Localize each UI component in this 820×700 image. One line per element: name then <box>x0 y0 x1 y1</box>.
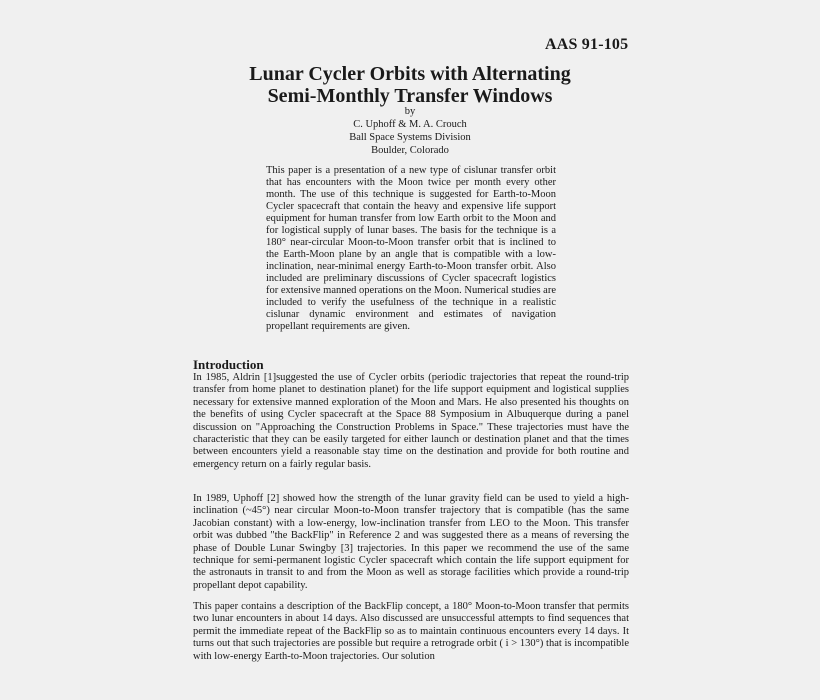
introduction-paragraph-2: In 1989, Uphoff [2] showed how the strength of the lunar gravity field can be used to yield a high-inclination (~45°) near circular Moon-to-Moon transfer trajectory that is compatible (has the same Jacobian constant) with a low-energy, low-inclination transfer from LEO to the Moon. This transfer orbit was dubbed "the BackFlip" in Reference 2 and was suggested there as a means of reversing the phase of Double Lunar Swingby [3] trajectories. In this paper we recommend the use of the same technique for semi-permanent logistic Cycler spacecraft which contain the life support equipment for the astronauts in transit to and from the Moon as well as storage facilities which provide a round-trip propellant depot capability. <box>193 493 629 591</box>
introduction-heading: Introduction <box>193 357 264 372</box>
abstract: This paper is a presentation of a new type of cislunar transfer orbit that has encounters with the Moon twice per month every other month. The use of this technique is suggested for Earth-to-Moon Cycler spacecraft that contain the heavy and expensive life support equipment for human transfer from low Earth orbit to the Moon and for logistical supply of lunar bases. The basis for the technique is a 180° near-circular Moon-to-Moon transfer orbit that is inclined to the Earth-Moon plane by an angle that is compatible with a low-inclination, near-minimal energy Earth-to-Moon transfer orbit. Also included are preliminary discussions of Cycler spacecraft logistics for extensive manned operations on the Moon. Numerical studies are included to verify the usefulness of the technique in a realistic cislunar dynamic environment and estimates of navigation propellant requirements are given. <box>266 165 556 332</box>
byline-by: by <box>404 106 416 117</box>
title-line-1: Lunar Cycler Orbits with Alternating <box>249 63 571 85</box>
paper-title <box>0 63 820 107</box>
author-affiliation: Ball Space Systems Division <box>349 132 471 143</box>
byline <box>0 105 820 157</box>
title-line-2: Semi-Monthly Transfer Windows <box>267 85 553 107</box>
introduction-paragraph-1: In 1985, Aldrin [1]suggested the use of Cycler orbits (periodic trajectories that repeat the round-trip transfer from home planet to destination planet) for the life support equipment and logistical supplies necessary for extensive manned exploration of the Moon and Mars. He also presented his thoughts on the benefits of using Cycler spacecraft at the Space 88 Symposium in Albuquerque during a panel discussion on "Approaching the Construction Problems in Space." These trajectories must have the characteristic that they can be easily targeted for either launch or destination planet and that the times between encounters yield a reasonable stay time on the destination and provide for both routine and emergency return on a fairly regular basis. <box>193 372 629 470</box>
author-location: Boulder, Colorado <box>371 145 449 156</box>
report-number: AAS 91-105 <box>545 36 629 53</box>
author-names: C. Uphoff & M. A. Crouch <box>353 119 467 130</box>
introduction-paragraph-3: This paper contains a description of the BackFlip concept, a 180° Moon-to-Moon transfer that permits two lunar encounters in about 14 days. Also discussed are unsuccessful attempts to find sequences that permit the immediate repeat of the BackFlip so as to maintain continuous encounters every 14 days. It turns out that such trajectories are possible but require a retrograde orbit ( i > 130°) that is incompatible with low-energy Earth-to-Moon trajectories. Our solution <box>193 601 629 662</box>
